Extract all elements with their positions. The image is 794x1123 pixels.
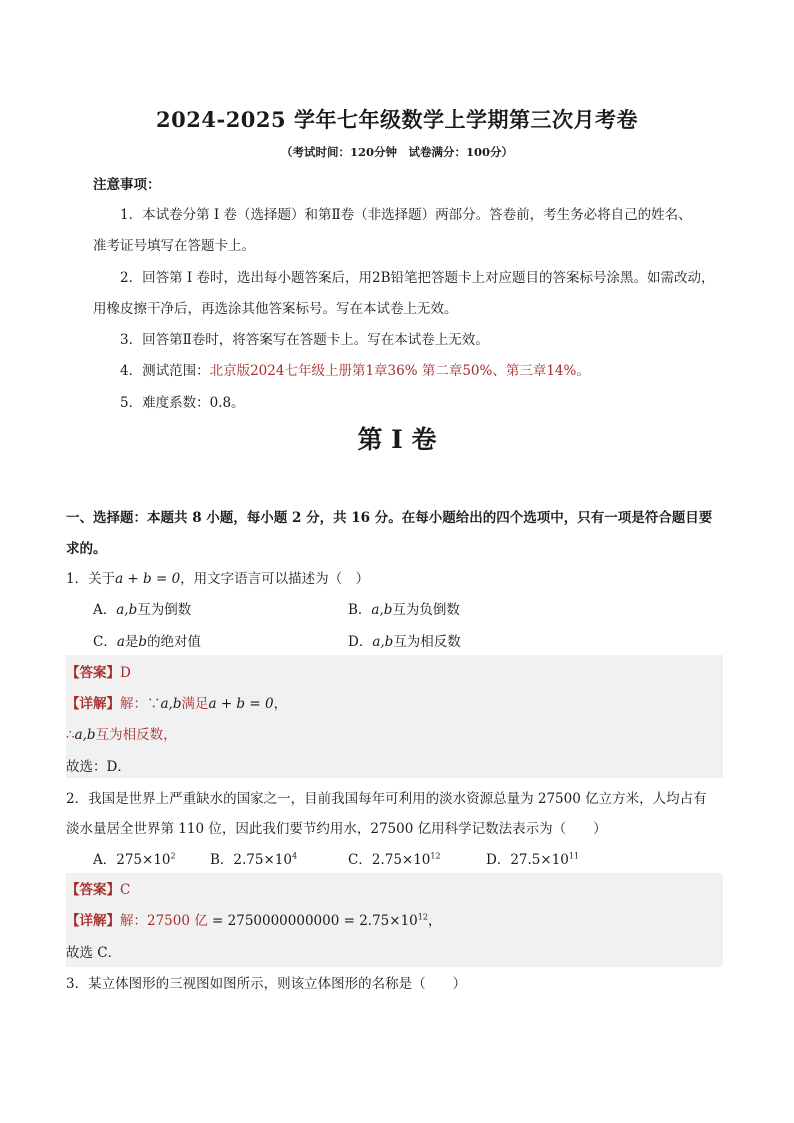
q2-option-a [93, 851, 176, 869]
q2-answer-label: 【答案】 [66, 882, 120, 898]
q1-stem-pre: 1．关于 [66, 571, 116, 587]
notice-item-4 [120, 362, 590, 380]
notice-item-2b: 用橡皮擦干净后，再选涂其他答案标号。写在本试卷上无效。 [93, 301, 458, 317]
q1-option-b-math: a,b [371, 602, 393, 618]
q1-option-b-label: B． [348, 602, 372, 618]
q1-detail [66, 695, 287, 713]
q1-detail-math1: a,b [160, 696, 182, 712]
q1-stem [66, 570, 369, 588]
q1-answer-value: D [120, 665, 131, 681]
q1-option-d-text: 互为相反数 [393, 634, 461, 650]
q2-option-b-label: B． [210, 852, 234, 868]
notice-item-2a: 2．回答第 I 卷时，选出每小题答案后，用2B铅笔把答题卡上对应题目的答案标号涂黑。如需改动， [120, 270, 715, 286]
notice-item-3: 3．回答第Ⅱ卷时，将答案写在答题卡上。写在本试卷上无效。 [120, 332, 489, 348]
q1-stem-math: a + b = 0 [115, 571, 181, 587]
q2-option-c-base: 2.75×10 [371, 852, 431, 868]
q2-answer-value: C [120, 882, 131, 898]
notice-item-1a: 1．本试卷分第 I 卷（选择题）和第Ⅱ卷（非选择题）两部分。答卷前，考生务必将自己的姓名、 [120, 207, 692, 223]
q1-option-b [348, 601, 460, 619]
q1-option-c [93, 633, 201, 651]
section-title: 第 I 卷 [357, 425, 437, 454]
q1-option-d-label: D． [348, 634, 373, 650]
notice-heading: 注意事项： [93, 177, 161, 193]
q2-option-a-base: 275×10 [116, 852, 171, 868]
q2-option-a-label: A． [93, 852, 117, 868]
q2-detail-label: 【详解】 [66, 913, 120, 929]
q2-detail-red: 27500 亿 [147, 913, 208, 929]
q1-option-c-math1: a [116, 634, 125, 650]
q2-option-c-label: C． [348, 852, 372, 868]
q1-line2-math: a,b [74, 727, 96, 743]
q2-detail-exp: 12 [417, 912, 428, 922]
q3-stem: 3．某立体图形的三视图如图所示，则该立体图形的名称是（ ） [66, 976, 467, 992]
q1-answer [66, 664, 131, 682]
q2-option-d-exp: 11 [568, 851, 580, 861]
section-intro: 一、选择题：本题共 8 小题，每小题 2 分，共 16 分。在每小题给出的四个选项中，只有一项是符合题目要 [66, 510, 713, 526]
q1-option-a-text: 互为倒数 [137, 602, 192, 618]
q1-option-a [93, 601, 191, 619]
q1-detail-mid: 满足 [181, 696, 209, 712]
q1-detail-line2 [66, 726, 177, 744]
q2-option-d-label: D． [486, 852, 511, 868]
q1-option-d-math: a,b [372, 634, 394, 650]
q1-option-b-text: 互为负倒数 [392, 602, 460, 618]
q1-stem-post: ，用文字语言可以描述为（ ） [180, 571, 370, 587]
q1-detail-pre: 解：∵ [120, 696, 161, 712]
notice-item-5: 5．难度系数：0.8。 [120, 395, 245, 411]
q2-option-c [348, 851, 441, 869]
q2-detail [66, 912, 441, 930]
q1-option-c-label: C． [93, 634, 117, 650]
q1-answer-label: 【答案】 [66, 665, 120, 681]
q2-detail-end: ， [427, 913, 442, 929]
q2-stem-b: 淡水量居全世界第 110 位，因此我们要节约用水，27500 亿用科学记数法表示为（ ） [66, 821, 607, 837]
q1-option-d [348, 633, 461, 651]
notice-item-4-prefix: 4．测试范围： [120, 363, 210, 379]
q1-detail-label: 【详解】 [66, 696, 120, 712]
q1-option-a-math: a,b [116, 602, 138, 618]
q1-option-c-text2: 的绝对值 [147, 634, 202, 650]
q1-line2-pre: ∴ [66, 727, 75, 743]
q2-answer [66, 881, 130, 899]
q1-detail-math2: a + b = 0 [208, 696, 274, 712]
q2-conclusion: 故选 C． [66, 945, 122, 961]
q2-option-a-exp: 2 [170, 851, 176, 861]
q2-detail-eq: = 2750000000000 = 2.75×10 [207, 913, 418, 929]
notice-item-1b: 准考证号填写在答题卡上。 [93, 238, 255, 254]
q1-line2-text: 互为相反数， [95, 727, 177, 743]
q1-detail-end: ， [273, 696, 288, 712]
q1-conclusion: 故选：D． [66, 759, 131, 775]
q2-detail-pre: 解： [120, 913, 147, 929]
q2-option-b-exp: 4 [291, 851, 298, 861]
notice-item-4-range: 北京版2024七年级上册第1章36% 第二章50%、第三章14%。 [209, 363, 590, 379]
q1-option-c-text1: 是 [124, 634, 139, 650]
section-intro-tail: 求的。 [66, 541, 107, 557]
q2-option-b [210, 851, 297, 869]
q2-option-d [486, 851, 579, 869]
q2-option-d-base: 27.5×10 [510, 852, 569, 868]
q2-stem-a: 2．我国是世界上严重缺水的国家之一，目前我国每年可利用的淡水资源总量为 27500 亿立方米，人均占有 [66, 791, 707, 807]
q2-option-b-base: 2.75×10 [233, 852, 292, 868]
q1-option-c-math2: b [138, 634, 148, 650]
page-title: 2024-2025 学年七年级数学上学期第三次月考卷 [156, 107, 638, 132]
page-subtitle: （考试时间：120分钟 试卷满分：100分） [280, 145, 513, 159]
q1-option-a-label: A． [93, 602, 117, 618]
q2-option-c-exp: 12 [430, 851, 441, 861]
q1-answer-box [66, 655, 723, 778]
